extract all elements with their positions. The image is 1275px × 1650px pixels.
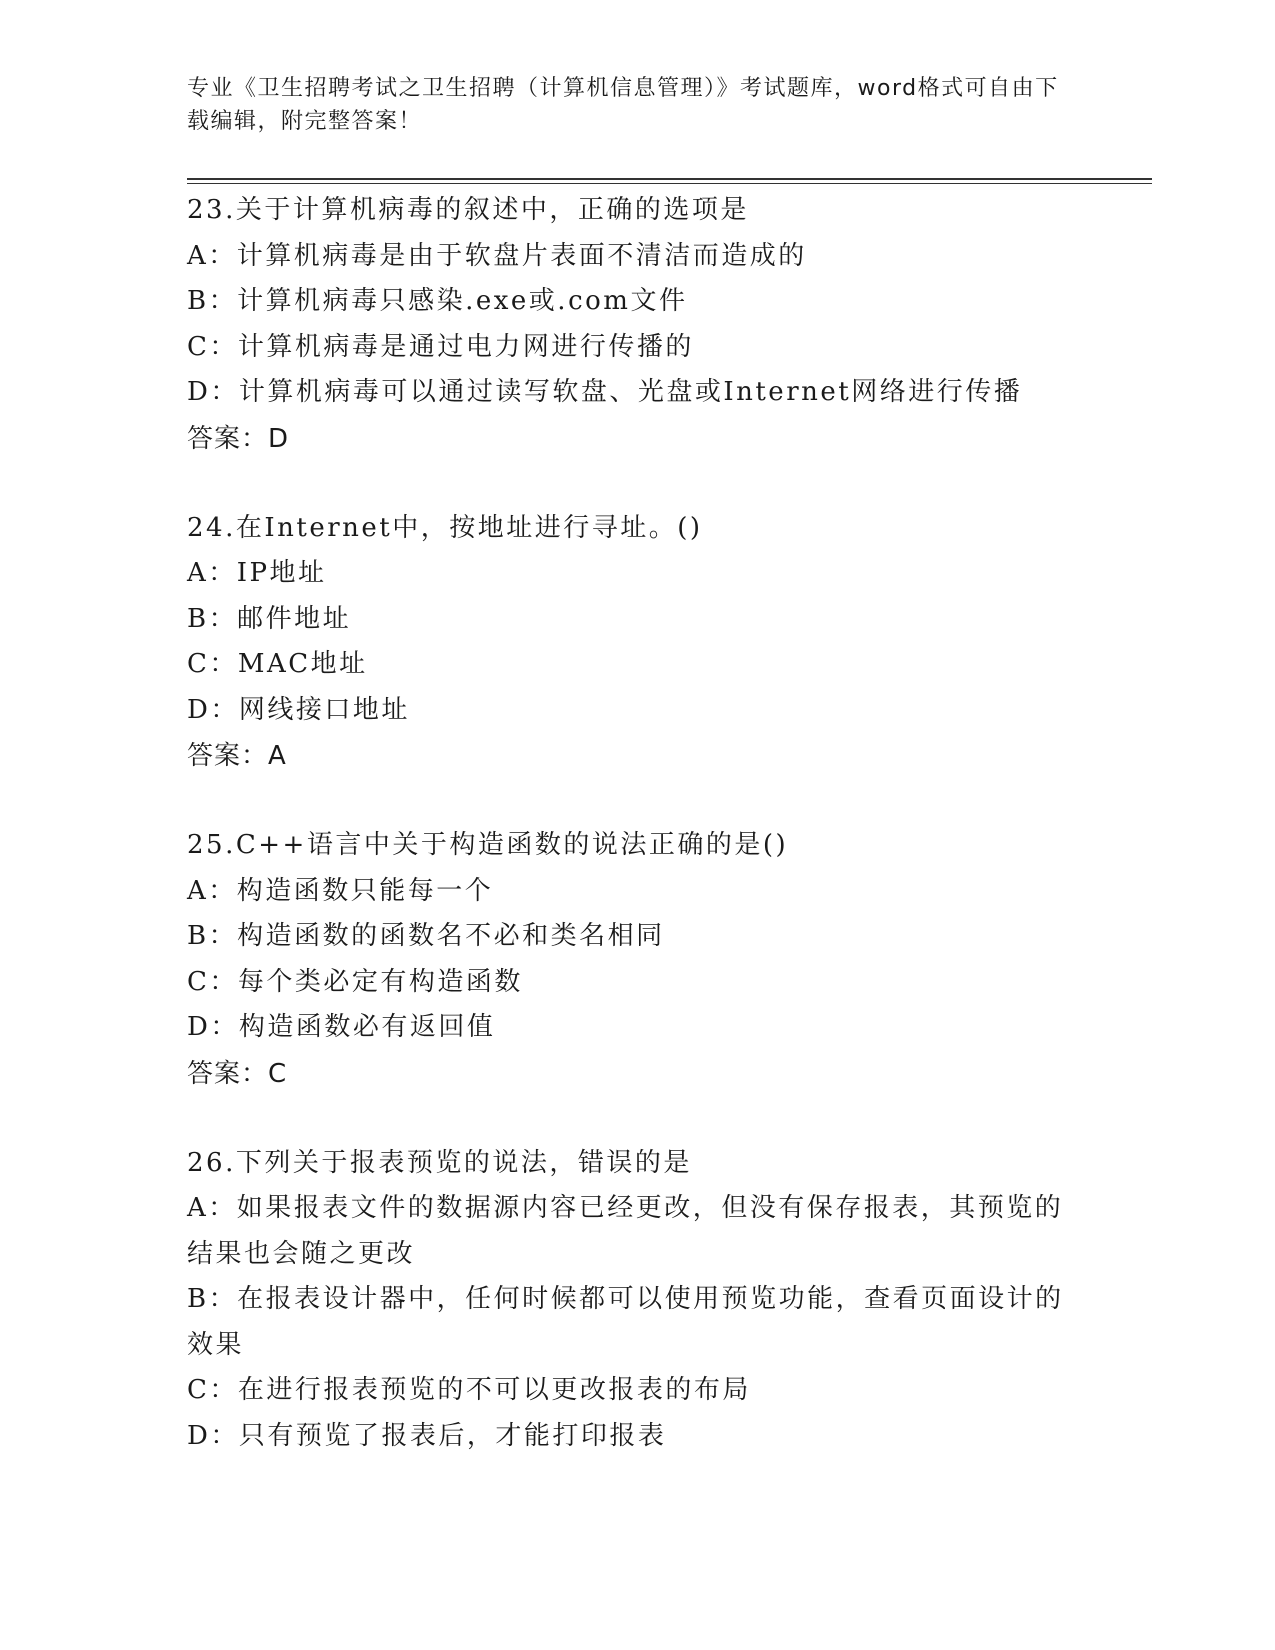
option-c: C：计算机病毒是通过电力网进行传播的 <box>187 331 694 362</box>
header-rule-thick <box>187 178 1152 180</box>
question-23 <box>187 188 1087 462</box>
option-b: B：在报表设计器中，任何时候都可以使用预览功能，查看页面设计的效果 <box>187 1284 1064 1360</box>
question-stem: 26.下列关于报表预览的说法，错误的是 <box>187 1147 692 1178</box>
question-26 <box>187 1141 1087 1460</box>
option-b: B：计算机病毒只感染.exe或.com文件 <box>187 286 688 316</box>
question-stem: 24.在Internet中，按地址进行寻址。() <box>187 512 703 543</box>
header-rule-thin <box>187 183 1152 184</box>
question-stem: 23.关于计算机病毒的叙述中，正确的选项是 <box>187 195 749 225</box>
answer-label: 答案：C <box>187 1058 288 1089</box>
option-d: D：计算机病毒可以通过读写软盘、光盘或Internet网络进行传播 <box>187 377 1023 407</box>
option-c: C：MAC地址 <box>187 649 368 679</box>
answer-label: 答案：A <box>187 741 287 771</box>
option-a: A：构造函数只能每一个 <box>187 875 494 906</box>
option-c: C：在进行报表预览的不可以更改报表的布局 <box>187 1375 751 1405</box>
option-b: B：构造函数的函数名不必和类名相同 <box>187 921 665 951</box>
option-c: C：每个类必定有构造函数 <box>187 966 523 997</box>
option-d: D：只有预览了报表后，才能打印报表 <box>187 1420 667 1451</box>
option-b: B：邮件地址 <box>187 603 352 634</box>
option-a: A：IP地址 <box>187 558 327 588</box>
option-d: D：构造函数必有返回值 <box>187 1012 496 1042</box>
option-a: A：计算机病毒是由于软盘片表面不清洁而造成的 <box>187 240 807 271</box>
option-a: A：如果报表文件的数据源内容已经更改，但没有保存报表，其预览的结果也会随之更改 <box>187 1193 1064 1269</box>
question-25 <box>187 823 1087 1097</box>
option-d: D：网线接口地址 <box>187 694 410 725</box>
document-header: 专业《卫生招聘考试之卫生招聘（计算机信息管理）》考试题库，word格式可自由下载编辑，附完整答案！ <box>187 76 1059 134</box>
question-24 <box>187 506 1087 780</box>
question-list <box>187 188 1087 1503</box>
answer-label: 答案：D <box>187 423 290 454</box>
question-stem: 25.C++语言中关于构造函数的说法正确的是() <box>187 830 789 860</box>
